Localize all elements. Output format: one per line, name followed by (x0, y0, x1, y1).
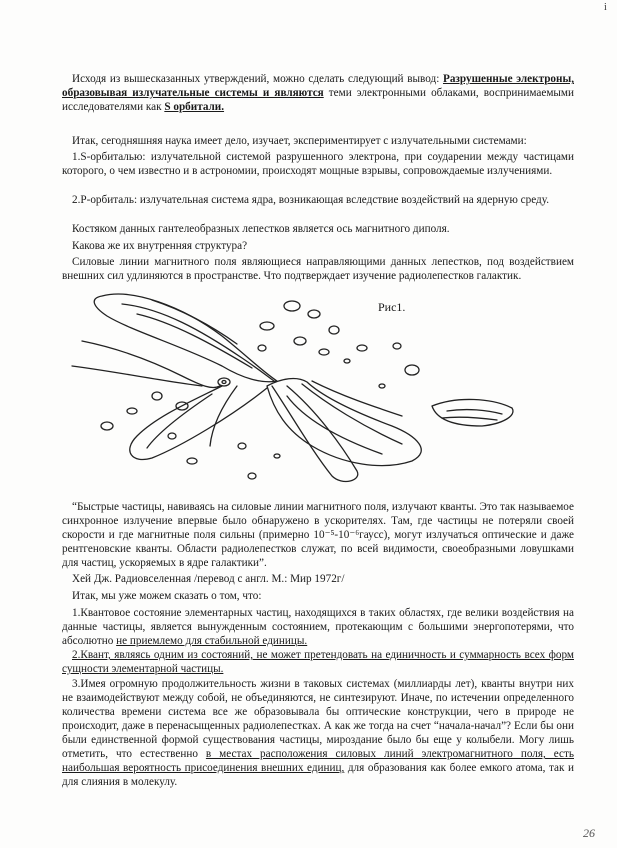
point-1-text: 1.Квантовое состояние элементарных частиц, находящихся в таких областях, где велики воздействия на данные частицы, является вынужденным состоянием, протекающим с большими энергопотерями, что абсолютно (62, 607, 574, 647)
page-number: 26 (583, 826, 595, 840)
point-3-emphasis: в местах расположения силовых линий электромагнитного поля, есть наибольшая вероятность присоединения внешних единиц, (62, 748, 574, 774)
paragraph-question: Какова же их внутренняя структура? (72, 240, 248, 252)
paragraph-conclusion (62, 72, 574, 114)
conclusion-intro: Исходя из вышесказанных утверждений, можно сделать следующий вывод: (72, 73, 443, 85)
paragraph-point-2: 2.Квант, являясь одним из состояний, не может претендовать на единичность и суммарность всех форм сущности элементарной частицы. (62, 649, 574, 675)
point-1-emphasis: не приемлемо для стабильной единицы. (116, 635, 308, 647)
figure-label: Рис1. (378, 300, 406, 314)
paragraph-point-3 (62, 677, 574, 789)
paragraph-systems-intro: Итак, сегодняшняя наука имеет дело, изучает, экспериментирует с излучательными системами: (72, 135, 527, 147)
conclusion-s-orbital: S орбитали. (164, 101, 225, 113)
paragraph-quote: “Быстрые частицы, навиваясь на силовые линии магнитного поля, излучают кванты. Это так называемое синхронное излучение впервые было обнаружено в ускорителях. Там, где частицы не потеряли своей скорости и где магнитные поля сильны (примерно 10⁻⁵-10⁻⁶гаусс), могут излучаться оптические и даже рентгеновские кванты. Области радиолепестков служат, по всей видимости, своеобразными ловушками для частиц, ускоряемых в ядре галактики”. (62, 501, 574, 569)
paragraph-s-orbital: 1.S-орбиталью: излучательной системой разрушенного электрона, при соударении между частицами которого, о чем известно и в астрономии, происходят мощные взрывы, сопровождаемые излучениями. (62, 151, 574, 177)
conclusion-middle: теми электронными облаками, воспринимаемыми исследователями как (62, 87, 574, 113)
paragraph-p-orbital: 2.Р-орбиталь: излучательная система ядра, возникающая вследствие воздействий на ядерную среду. (72, 194, 549, 206)
paragraph-dipole-axis: Костяком данных гантелеобразных лепестков является ось магнитного диполя. (72, 223, 450, 235)
paragraph-summary-intro: Итак, мы уже можем сказать о том, что: (72, 590, 262, 602)
point-3-ending: для образования как более емкого атома, так и для слияния в молекулу. (62, 762, 574, 788)
paragraph-field-lines: Силовые линии магнитного поля являющиеся направляющими данных лепестков, под воздействием внешних сил удлиняются в пространстве. Что подтверждает изучение радиолепестков галактик. (62, 256, 574, 282)
paragraph-point-1 (62, 606, 574, 648)
galaxy-radiolobe-drawing (62, 286, 574, 496)
conclusion-emphasis: Разрушенные электроны, образовывая излучательные системы и являются (62, 73, 575, 99)
corner-mark: і (604, 2, 607, 13)
paragraph-citation: Хей Дж. Радиовселенная /перевод с англ. М.: Мир 1972г/ (72, 573, 345, 585)
point-3-text: 3.Имея огромную продолжительность жизни в таковых системах (миллиарды лет), кванты внутри них не взаимодействуют между собой, не объединяются, не синтезируют. Иначе, по истечении определенного количества времени система все же образовывала бы оптические конструкции, чего в природе не происходит, даже в перенасыщенных радиолепестках. А как же тогда на счет “начала-начал”? Если бы они были единственной формой существования частицы, мироздание было бы еще у колыбели. Могу лишь отметить, что естественно (62, 678, 574, 760)
